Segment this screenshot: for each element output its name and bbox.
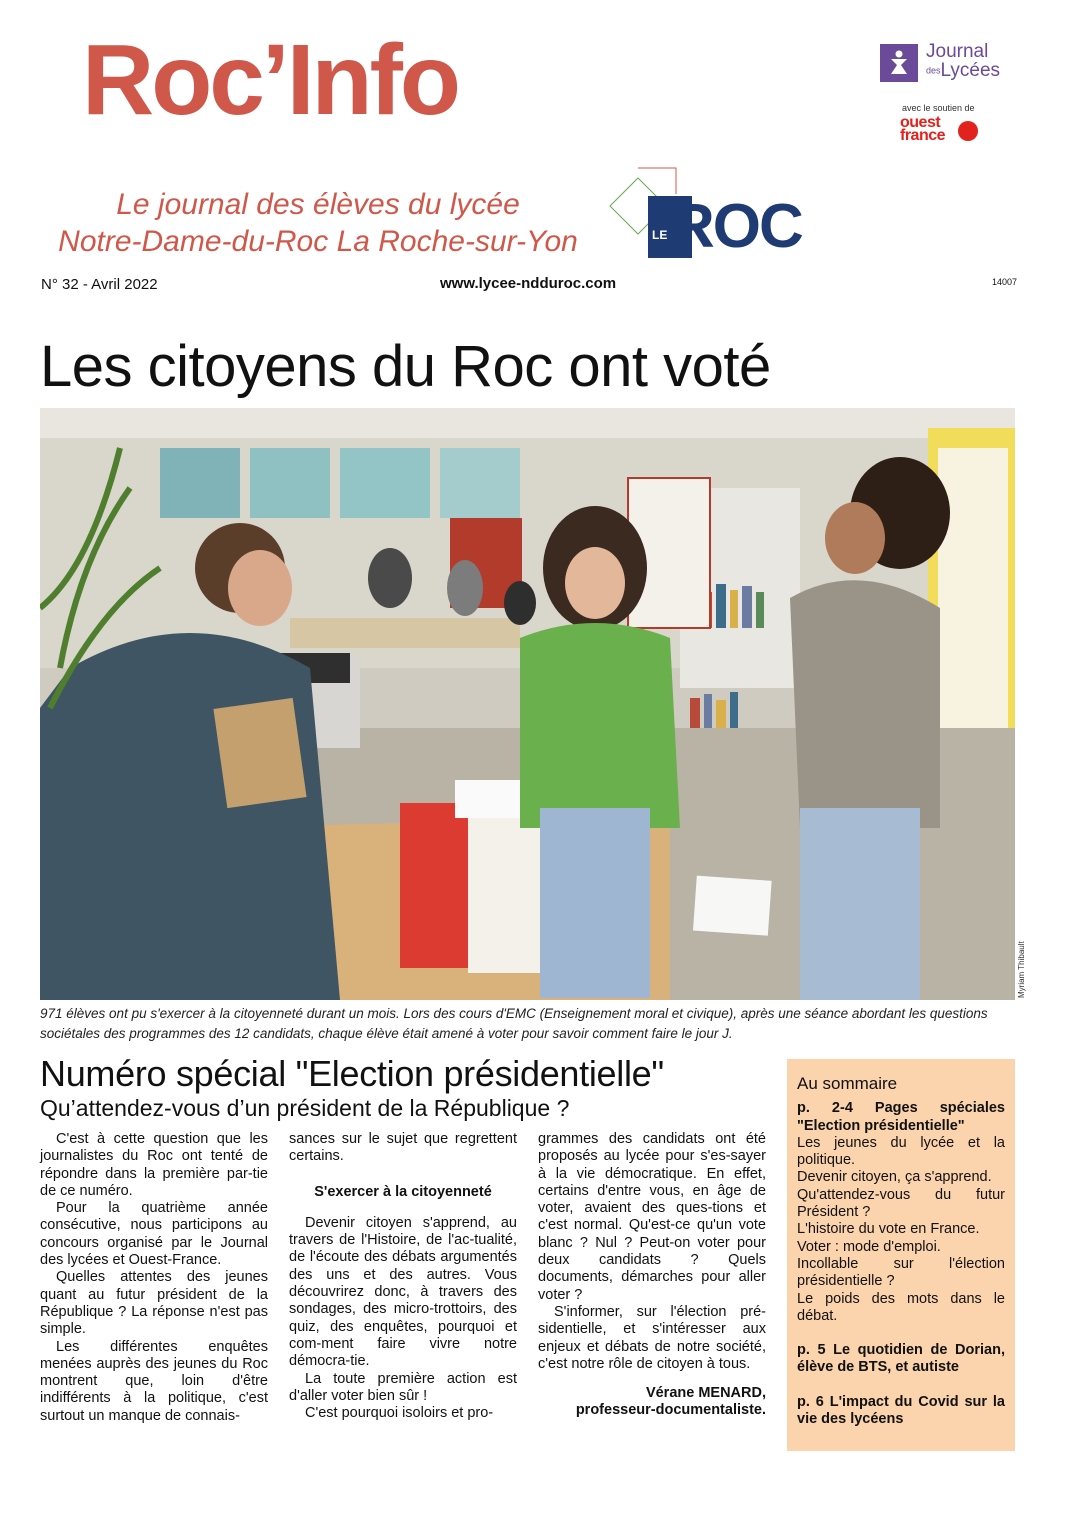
ouest-france-dot-icon [958, 121, 978, 141]
sommaire-item: Incollable sur l'élection présidentielle ? [797, 1255, 1005, 1290]
ouest-text: ouest [900, 114, 941, 131]
sommaire-title: Au sommaire [797, 1074, 898, 1093]
masthead-subtitle [48, 186, 588, 260]
signature-name: Vérane MENARD, [645, 1385, 766, 1402]
jdl-line-2: Lycées [940, 60, 1001, 81]
subtitle-line-2: Notre-Dame-du-Roc La Roche-sur-Yon [58, 225, 578, 258]
sommaire-section-3[interactable]: p. 6 L'impact du Covid sur la vie des lycéens [797, 1393, 1005, 1428]
sommaire-section-1-title[interactable]: p. 2-4 Pages spéciales "Election présidentielle" [797, 1100, 1005, 1134]
article-paragraph-continued: grammes des candidats ont été proposés au lycée pour s'es-sayer à la vie démocratique. En effet, certains d'entre vous, en âge de voter, avaient des ques-tions et c'est normal. Qu'est-ce qu'un vote blanc ? Nul ? Peut-on voter pour deux candidats ? Quels documents, démarches pour aller voter ? [538, 1131, 766, 1303]
article-paragraph-continued: sances sur le sujet que regrettent certains. [289, 1131, 517, 1165]
article-paragraph: Quelles attentes des jeunes quant au futur président de la République ? La réponse n'est pas simple. [40, 1269, 268, 1338]
masthead-title: Roc’Info [82, 24, 458, 136]
journal-des-lycees-logo [880, 42, 1010, 86]
website-link[interactable]: www.lycee-ndduroc.com [440, 275, 617, 292]
special-issue-subtitle: Qu’attendez-vous d’un président de la République ? [40, 1095, 570, 1121]
journal-des-lycees-text [926, 42, 1000, 80]
article-signature [538, 1385, 766, 1420]
article-paragraph: Les différentes enquêtes menées auprès des jeunes du Roc montrent que, loin d'être indifférents à la politique, c'est surtout un manque de connais- [40, 1338, 268, 1424]
france-text: france [900, 127, 946, 144]
ouest-france-logo [900, 116, 945, 142]
sommaire-section-2[interactable]: p. 5 Le quotidien de Dorian, élève de BTS, et autiste [797, 1342, 1005, 1376]
journal-des-lycees-icon [880, 44, 918, 82]
voting-scene-illustration [40, 408, 1015, 1000]
signature-role: professeur-documentaliste. [575, 1402, 766, 1419]
jdl-line-1: Journal [926, 41, 989, 62]
article-column-1 [40, 1131, 268, 1425]
sommaire-item: Qu'attendez-vous du futur Président ? [797, 1186, 1005, 1221]
voting-photo [40, 408, 1015, 1000]
article-column-2 [289, 1131, 517, 1422]
sommaire-item: Le poids des mots dans le débat. [797, 1290, 1005, 1324]
sommaire-item: Devenir citoyen, ça s'apprend. [797, 1169, 992, 1186]
jdl-small: des [926, 65, 941, 76]
article-column-3 [538, 1131, 766, 1420]
sommaire-box [787, 1059, 1015, 1451]
special-issue-title: Numéro spécial "Election présidentielle" [40, 1053, 664, 1094]
photo-credit-wrap [1017, 941, 1029, 1060]
sommaire-item: Les jeunes du lycée et la politique. [797, 1134, 1005, 1169]
article-paragraph: Devenir citoyen s'apprend, au travers de l'Histoire, de l'ac-tualité, de l'écoute des débats argumentés des uns et des autres. Vous découvrirez donc, à travers des sondages, des micro-trottoirs, des quiz, des enquêtes, pourquoi et com-ment faire vivre notre démocra-tie. [289, 1214, 517, 1370]
article-paragraph: C'est pourquoi isoloirs et pro- [305, 1405, 494, 1422]
issue-number: N° 32 - Avril 2022 [41, 276, 158, 293]
photo-credit: Myriam Thibault [1017, 941, 1026, 998]
sommaire-item: L'histoire du vote en France. [797, 1221, 980, 1238]
soutien-text: avec le soutien de [902, 103, 975, 113]
sommaire-item: Voter : mode d'emploi. [797, 1238, 941, 1255]
main-headline: Les citoyens du Roc ont voté [40, 334, 771, 399]
article-paragraph: La toute première action est d'aller voter bien sûr ! [289, 1370, 517, 1404]
article-paragraph: Pour la quatrième année consécutive, nous participons au concours organisé par le Journal des lycées et Ouest-France. [40, 1200, 268, 1269]
subtitle-line-1: Le journal des élèves du lycée [116, 188, 520, 221]
photo-caption: 971 élèves ont pu s'exercer à la citoyenneté durant un mois. Lors des cours d'EMC (Enseignement moral et civique), après une séance abordant les questions sociétales des programmes des 12 candidats, chaque élève était amené à voter pour savoir comment faire le jour J. [40, 1006, 988, 1041]
le-roc-logo [608, 166, 808, 266]
le-text: LE [652, 228, 668, 242]
article-paragraph: C'est à cette question que les journalistes du Roc ont tenté de répondre dans la première par-tie de ce numéro. [40, 1131, 268, 1199]
article-paragraph: S'informer, sur l'élection pré-sidentielle, et s'intéresser aux enjeux et débats de notre société, c'est notre rôle de citoyen à tous. [538, 1303, 766, 1372]
roc-text: ROC [670, 192, 802, 261]
article-subheading: S'exercer à la citoyenneté [314, 1183, 492, 1200]
issue-code: 14007 [992, 277, 1018, 287]
